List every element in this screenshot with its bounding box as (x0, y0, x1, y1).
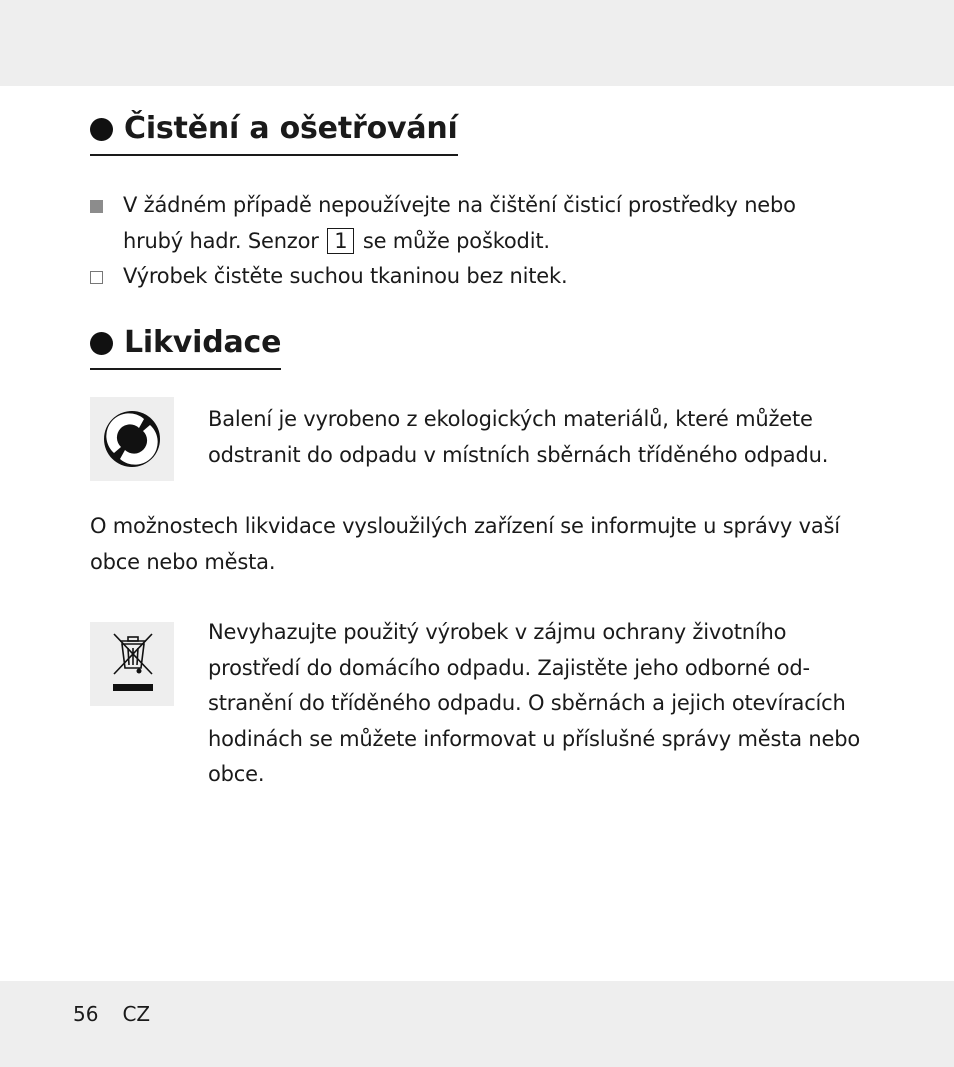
reference-number-box: 1 (327, 228, 354, 254)
disposal-info-paragraph: O možnostech likvidace vysloužilých zařízení se informujte u správy vaší obce nebo města. (90, 514, 840, 574)
list-item (123, 259, 843, 295)
green-dot-recycling-icon (90, 397, 174, 481)
top-band (0, 0, 954, 86)
item-text: V žádném případě nepoužívejte na čištění čisticí prostředky nebo hrubý hadr. Senzor (123, 193, 796, 253)
bullet-dot-icon (90, 332, 113, 355)
weee-line: stranění do tříděného odpadu. O sběrnách a jejich otevíracích (208, 691, 846, 715)
empty-square-bullet-icon (90, 271, 103, 284)
section-heading-disposal (90, 324, 281, 370)
list-item (123, 188, 843, 259)
weee-line: Nevyhazujte použitý výrobek v zájmu ochrany životního (208, 620, 787, 644)
item-text-continued: se může poškodit. (362, 228, 550, 253)
weee-line: obce. (208, 762, 265, 786)
section-heading-cleaning (90, 110, 458, 156)
page-footer (73, 1000, 150, 1028)
heading-title: Likvidace (124, 325, 282, 360)
heading-title: Čistění a ošetřování (124, 111, 458, 146)
weee-line: prostředí do domácího odpadu. Zajistěte jeho odborné od- (208, 655, 810, 680)
bullet-dot-icon (90, 118, 113, 141)
filled-square-bullet-icon (90, 200, 103, 213)
language-code: CZ (122, 1002, 151, 1026)
item-text: Výrobek čistěte suchou tkaninou bez nitek. (123, 264, 568, 288)
weee-line: hodinách se můžete informovat u příslušné správy města nebo (208, 726, 860, 751)
crossed-out-wheelie-bin-icon (90, 622, 174, 706)
page-number: 56 (73, 1002, 99, 1026)
weee-paragraph (208, 615, 868, 793)
packaging-paragraph: Balení je vyrobeno z ekologických materiálů, které můžete odstranit do odpadu v místních sběrnách tříděného odpadu. (208, 407, 829, 467)
